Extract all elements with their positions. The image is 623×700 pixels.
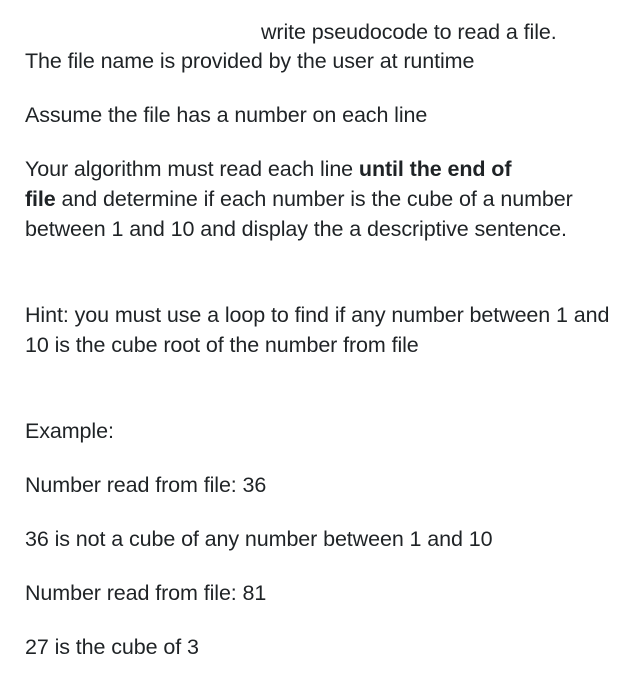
algorithm-bold-phrase: until the end of: [358, 157, 512, 181]
prompt-title-line: write pseudocode to read a file.: [261, 20, 557, 44]
example-line: 27 is the cube of 3: [25, 635, 199, 659]
algorithm-paragraph: [25, 154, 613, 244]
example-label: Example:: [25, 419, 114, 443]
assumption-paragraph: Assume the file has a number on each line: [25, 103, 428, 127]
example-line: 36 is not a cube of any number between 1 and 10: [25, 527, 493, 551]
prompt-subtitle-line: The file name is provided by the user at runtime: [25, 49, 475, 73]
algorithm-text-start: Your algorithm must read each line: [25, 157, 359, 181]
algorithm-bold-word: file: [25, 187, 56, 211]
example-line: Number read from file: 81: [25, 581, 267, 605]
example-line: Number read from file: 36: [25, 473, 267, 497]
algorithm-text-end: and determine if each number is the cube of a number between 1 and 10 and display the a descriptive sentence.: [25, 187, 573, 241]
hint-paragraph: Hint: you must use a loop to find if any number between 1 and 10 is the cube root of the number from file: [25, 303, 610, 357]
